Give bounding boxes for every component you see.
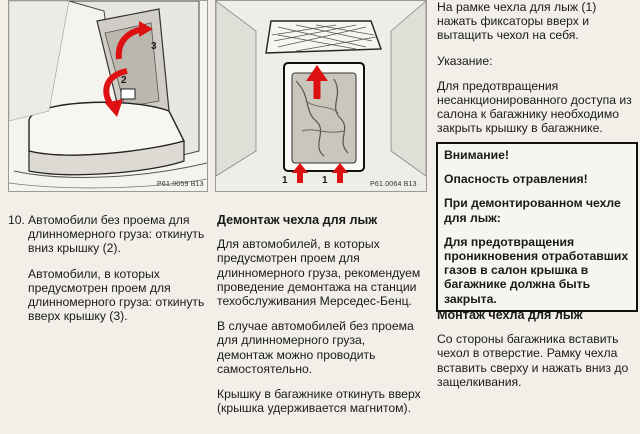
ski-bag-illustration	[216, 1, 426, 191]
section-heading: Демонтаж чехла для лыж	[217, 213, 378, 227]
removal-section	[217, 213, 422, 426]
figure-code: P61.0059 B13	[157, 181, 204, 188]
step-number: 10.	[8, 213, 25, 227]
step10-text	[28, 213, 206, 334]
note-text: Для предотвращения несанкционированного доступа из салона к багажнику необходимо закрыть крышку в багажнике.	[437, 78, 632, 136]
warning-line: Опасность отравления!	[444, 172, 588, 187]
armrest-illustration	[9, 1, 207, 191]
warning-line: Для предотвращения проникновения отработавших газов в салон крышка в багажнике должна быть закрыта.	[444, 234, 629, 306]
warning-line: При демонтированном чехле для лыж:	[444, 196, 621, 225]
paragraph: Автомобили, в которых предусмотрен проем для длинномерного груза: откинуть вверх крышку (3).	[28, 266, 205, 324]
paragraph: Для автомобилей, в которых предусмотрен проем для длинномерного груза, рекомендуем проведение демонтажа на станции техобслуживания Мерседес-Бенц.	[217, 237, 421, 309]
warning-title: Внимание!	[444, 148, 509, 162]
section-heading: Монтаж чехла для лыж	[437, 308, 583, 322]
figure-armrest	[8, 0, 208, 192]
callout-1-right: 1	[322, 175, 328, 186]
paragraph: Со стороны багажника вставить чехол в отверстие. Рамку чехла вставить сверху и нажать вниз до защелкивания.	[437, 332, 629, 389]
figure-ski-bag	[215, 0, 427, 192]
right-column	[437, 0, 633, 147]
callout-2: 2	[121, 75, 127, 86]
callout-1-left: 1	[282, 175, 288, 186]
warning-box	[436, 142, 638, 312]
paragraph: Крышку в багажнике откинуть вверх (крышка удерживается магнитом).	[217, 387, 421, 416]
note-label: Указание:	[437, 53, 493, 68]
paragraph: В случае автомобилей без проема для длинномерного груза, демонтаж можно проводить самостоятельно.	[217, 319, 414, 376]
callout-3: 3	[151, 41, 157, 52]
paragraph: Автомобили без проема для длинномерного груза: откинуть вниз крышку (2).	[28, 213, 205, 256]
install-section	[437, 308, 633, 400]
paragraph: На рамке чехла для лыж (1) нажать фиксаторы вверх и вытащить чехол на себя.	[437, 0, 597, 43]
figure-code: P61.0064 B13	[370, 181, 417, 188]
